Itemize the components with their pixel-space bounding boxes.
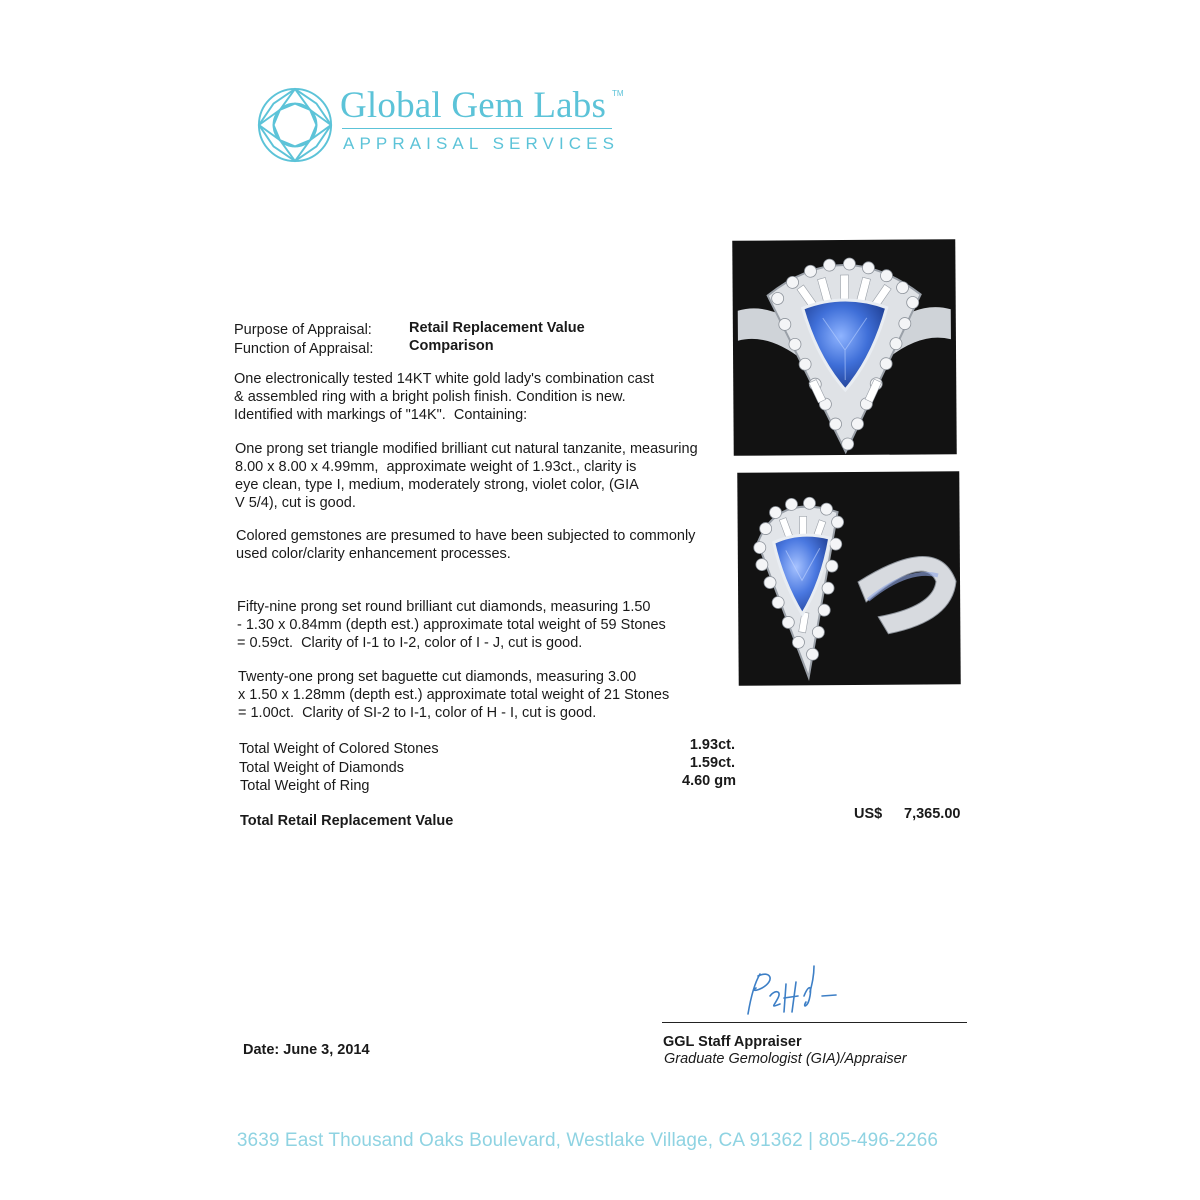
company-tagline: APPRAISAL SERVICES [343, 134, 620, 153]
appraiser-name: GGL Staff Appraiser [663, 1034, 802, 1050]
tanzanite-description: One prong set triangle modified brilliant cut natural tanzanite, measuring 8.00 x 8.00 x 4.99mm, approximate weight of 1.93ct., clarity is eye clean, type I, medium, moderately strong, violet color, (GIA V 5/4), cut is good. [235, 441, 698, 511]
signature-line [662, 1022, 967, 1023]
total-value-amount: 7,365.00 [904, 806, 961, 822]
currency-label: US$ [854, 806, 883, 822]
appraiser-signature [740, 962, 850, 1024]
trademark-mark: TM [612, 89, 624, 98]
purpose-value: Retail Replacement Value [409, 320, 585, 336]
baguette-diamonds-description: Twenty-one prong set baguette cut diamonds, measuring 3.00 x 1.50 x 1.28mm (depth est.) approximate total weight of 21 Stones = 1.00ct. Clarity of SI-2 to I-1, color of H - I, cut is good. [238, 669, 670, 721]
purpose-label: Purpose of Appraisal: [234, 322, 372, 338]
footer-address: 3639 East Thousand Oaks Boulevard, Westlake Village, CA 91362 | 805-496-2266 [236, 1130, 939, 1151]
gem-logo-icon [256, 86, 334, 164]
total-ring-weight-value: 4.60 gm [682, 773, 736, 789]
total-value-label: Total Retail Replacement Value [240, 813, 454, 829]
total-colored-stones-label: Total Weight of Colored Stones [239, 741, 439, 757]
function-value: Comparison [409, 338, 494, 354]
function-label: Function of Appraisal: [234, 341, 374, 357]
round-diamonds-description: Fifty-nine prong set round brilliant cut diamonds, measuring 1.50 - 1.30 x 0.84mm (depth est.) approximate total weight of 59 Stones = 0.59ct. Clarity of I-1 to I-2, color of I - J, cut is good. [237, 599, 666, 651]
total-ring-weight-label: Total Weight of Ring [240, 778, 370, 794]
logo-divider [342, 128, 612, 129]
ring-description: One electronically tested 14KT white gold lady's combination cast & assembled ring with a bright polish finish. Condition is new. Identified with markings of "14K". Containing: [234, 371, 655, 423]
total-diamonds-label: Total Weight of Diamonds [239, 760, 404, 776]
total-diamonds-value: 1.59ct. [689, 755, 735, 771]
appraiser-title: Graduate Gemologist (GIA)/Appraiser [664, 1051, 907, 1067]
total-colored-stones-value: 1.93ct. [689, 737, 735, 753]
ring-front-photo [732, 239, 956, 456]
company-name: Global Gem Labs [340, 85, 607, 126]
enhancement-note: Colored gemstones are presumed to have been subjected to commonly used color/clarity enhancement processes. [236, 528, 696, 562]
ring-side-photo [737, 471, 960, 686]
appraisal-date: Date: June 3, 2014 [243, 1042, 370, 1058]
